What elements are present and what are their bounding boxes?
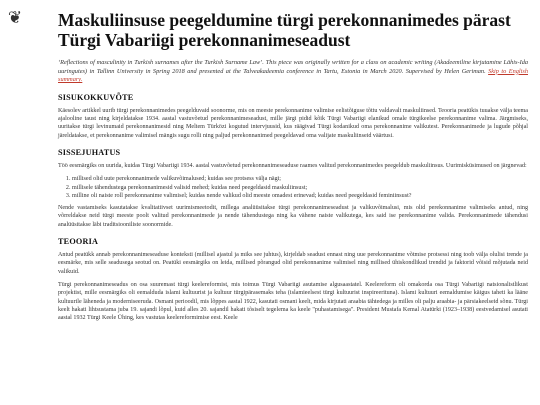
logo-icon: ❦ — [7, 8, 23, 27]
research-question: 1. millised olid uute perekonnanimede valikuvõimalused; kuidas see protsess välja nägi; — [72, 175, 528, 183]
article-meta — [58, 59, 528, 85]
article — [58, 10, 528, 327]
summary-paragraph: Käesolev artikkel uurib türgi perekonnanimedes peegelduvaid soonorme, mis on meeste perekonnanime valimise eelistõigusе tõttu valdavalt maskuliinsed. Teooria peatükis tuuakse välja teema ajalooline taust ning kirjeldatakse 1934. aastal vastuvõetud perekonnanimeseadust, mille järgi pidid kõik Türgi Vabariigi elanikud omale türgikeelse perekonnanime valima. Järgmiseks, uuritakse türgi levinumaid perekonnanimesid ning Meltem Türközi kogutud intervjuusid, kus räägivad Türgi kodanikud oma perekonnanime valikutest. Perekonnanimede ja lugude põhjal järeldatakse, et perekonnanime valimisel mängis sugu rolli ning paljud perekonnanimed peegeldavad oma valijate maskuliinseid väärtusi. — [58, 107, 528, 139]
theory-paragraph-2: Türgi perekonnanimeseadus on osa suuremast türgi keelereformist, mis toimus Türgi Vabariigi asutamise algusaastatel. Keelereform oli omakorda osa Türgi Vabariigi natsionalistlikust projektist, mille eesmärgiks oli eemalduda islami kultuurist ja kultuur türgipärasemaks teha (islamieelsest türgi kultuurist inspireerituna). Islami kultuuri eemaldumise käigus taheti ka läänе kultuurile lähеneda ja moderniseeruda. Osmani perioodil, mis lõppes aastal 1922, kasutati osmani keelt, mida kirjutati araabia tähtedega ja milles oli palju araabia- ja pärsiakeelseid sõnu. Türgi keelt hakati lihtsustama juba 19. sajandi lõpul, kuid alles 20. sajandil hakati tõsiselt tegelema ka keele "puhastamisega". President Mustafa Kemal Atatürki (1923–1938) eestvedamisel asutati aastal 1932 Türgi Keele Ühing, kes vastutas keelereformimise eest. Keele — [58, 281, 528, 322]
article-title: Maskuliinsuse peegeldumine türgi perekonnanimedes pärast Türgi Vabariigi perekonnanimeseadust — [58, 10, 511, 50]
summary-heading: SISUKOKKUVÕTE — [58, 92, 134, 102]
intro-heading: SISSEJUHATUS — [58, 147, 121, 157]
intro-paragraph: Töö eesmärgiks on uurida, kuidas Türgi Vabariigi 1934. aastal vastuvõetud perekonnanimeseaduse raames valitud perekonnanimedes peegeldub maskuliinsus. Uurimisküsimused on järgnevad: — [58, 162, 527, 169]
research-question: 3. milline oli naiste roll perekonnanime valimisel; kuidas nende valikud olid meeste omadest erinevad; kuidas need peegeldasid feminiinsust? — [72, 192, 528, 200]
research-questions — [72, 175, 528, 200]
intro-paragraph-2: Nende vastamiseks kasutatakse kvalitatiivset uurimismeetodit, millega analüüsitakse türgi perekonnanimeseadust ja valikuvõimalusi, mis olid perekonnanime valimiseks antud, ning võrreldakse neid türgi meeste poolt valitud perekonnanimede ja nende tähendustega ning ka vähene naiste valikutega, kes said ise perekonnanime valida. Perekonnanimede tähendusi analüüsitakse läbi traditsiooniliste soonormide. — [58, 205, 528, 228]
skip-to-english-link[interactable]: Skip to English summary. — [58, 67, 528, 84]
theory-heading: TEOORIA — [58, 237, 99, 247]
meta-text: ‘Reflections of masculinity in Turkish surnames after the Turkish Surname Law’. This piece was originally written for a class on academic writing (Akadeemiline kirjutamine Lähis-Ida uuringutes) in Tallinn University in Spring 2018 and presented at the Talveakadeemia conference in Tartu, Estonia in March 2020. Supervised by Helen Geriman. — [58, 59, 528, 75]
theory-paragraph: Antud peatükk annab perekonnanimeseaduse konteksti (millisel ajastul ja miks see juhtus), kirjeldab seadust ennast ning uue perekonnanime võtmise protsessi ning toob välja olulisi trende ja eesmärke, mis selle seadusega seotud on. Peatüki eesmärgiks on leida, millised põrangud olid perekonnanime valimisel ning millised ühiskondlikud trendid ja faktorid võisid mõjutada neid valikuid. — [58, 252, 528, 275]
research-question: 2. millisele tähendustega perekonnanimesid valisid mehed; kuidas need peegeldasid maskuliinsust; — [72, 184, 528, 192]
